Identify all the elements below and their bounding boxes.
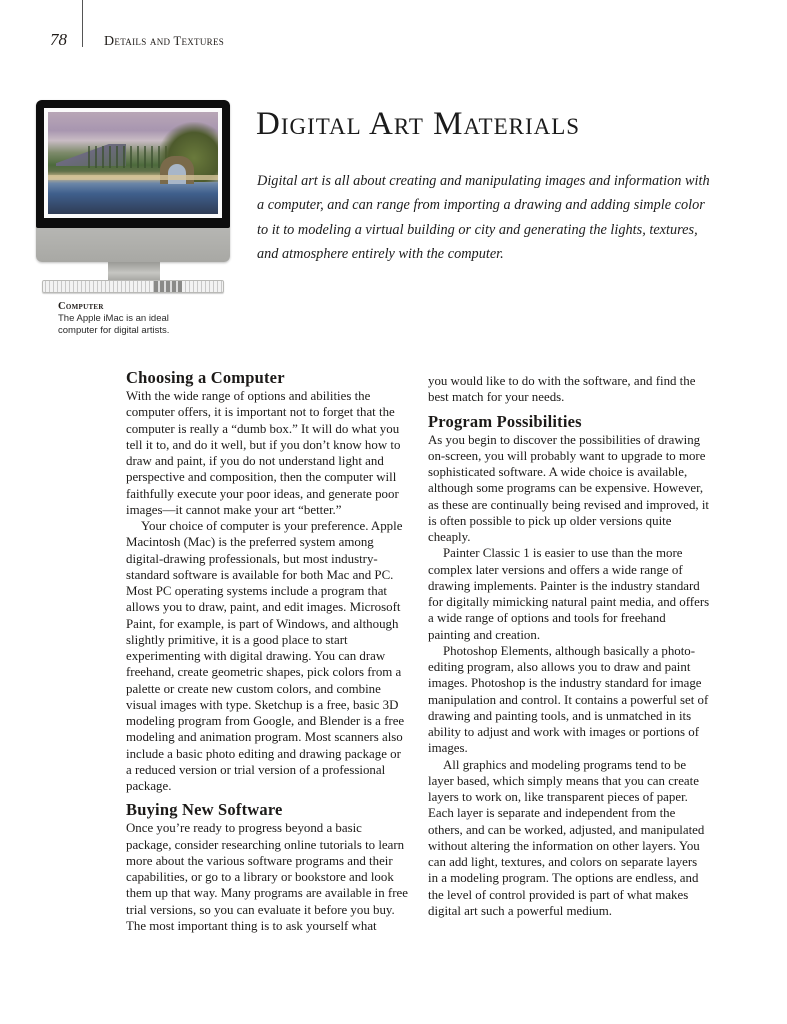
keyboard-keypad xyxy=(154,281,182,292)
body-paragraph: With the wide range of options and abilities the computer offers, it is important not to forget that the computer is really a “dumb box.” It will do what you tell it to, and do it well, but if you don’t know how to draw and paint, if you do not understand light and perspective and composition, then the computer will faithfully execute your poor ideas, and generate poor images—it cannot make your art “better.” xyxy=(126,389,401,517)
page-title: Digital Art Materials xyxy=(256,106,581,142)
fantasy-landscape-painting xyxy=(48,112,218,214)
monitor-stand xyxy=(108,262,160,280)
right-column xyxy=(428,373,710,919)
figure-caption-title: Computer xyxy=(58,301,104,312)
section-heading-program-possibilities: Program Possibilities xyxy=(428,411,582,431)
keyboard xyxy=(42,280,224,293)
page-number: 78 xyxy=(50,30,67,49)
running-head: Details and Textures xyxy=(104,34,225,49)
body-paragraph: Painter Classic 1 is easier to use than the more complex later versions and offers a wide range of drawing implements. Painter is the industry standard for digitally mimicking natural paint media, and offers a wide range of options and tools for freehand painting and creation. xyxy=(428,546,710,642)
section-heading-choosing-a-computer: Choosing a Computer xyxy=(126,368,285,387)
section-heading-buying-new-software: Buying New Software xyxy=(126,800,283,820)
intro-paragraph: Digital art is all about creating and manipulating images and information with a computer, and can range from importing a drawing and adding simple color to it to modeling a virtual building or city and generating the lights, textures, and atmosphere entirely with the computer. xyxy=(257,173,710,262)
painting-spires xyxy=(88,146,168,168)
painting-shore xyxy=(48,175,218,180)
monitor-screen xyxy=(44,108,222,218)
figure-caption-text: The Apple iMac is an ideal computer for digital artists. xyxy=(58,313,170,336)
body-paragraph: Once you’re ready to progress beyond a basic package, consider researching online tutorials to learn more about the various software programs and their capabilities, or go to a library or bookstore and look them up that way. Many programs are available in free trial versions, so you can evaluate it before you buy. The most important thing is to ask yourself what xyxy=(126,821,408,933)
body-paragraph-continued: you would like to do with the software, and find the best match for your needs. xyxy=(428,374,696,405)
monitor-bezel xyxy=(36,100,230,228)
body-paragraph: All graphics and modeling programs tend to be layer based, which simply means that you can create layers to work on, like transparent pieces of paper. Each layer is separate and independent from the others, and can be worked, adjusted, and manipulated without altering the information on other layers. You can add light, textures, and colors on separate layers in a modeling program. The options are endless, and the level of control provided is part of what makes digital art such a powerful medium. xyxy=(428,757,705,918)
body-paragraph: Photoshop Elements, although basically a photo-editing program, also allows you to draw and paint images. Photoshop is the industry standard for image manipulation and control. It contains a powerful set of drawing and painting tools, and is unmatched in its ability to adjust and work with images or portions of images. xyxy=(428,643,709,756)
body-paragraph: As you begin to discover the possibilities of drawing on-screen, you will probably want to upgrade to more sophisticated software. A wide choice is available, although some programs can be expensive. However, as these are continually being revised and improved, it is often possible to pick up older versions quite cheaply. xyxy=(428,432,710,544)
body-paragraph: Your choice of computer is your preference. Apple Macintosh (Mac) is the preferred system among digital-drawing professionals, but most industry-standard software is available for both Mac and PC. Most PC operating systems include a program that allows you to draw, paint, and edit images. Microsoft Paint, for example, is part of Windows, and although slightly primitive, it is a good place to start experimenting with digital drawing. You can draw freehand, create geometric shapes, pick colors from a palette or create new custom colors, and combine visual images with type. Sketchup is a free, basic 3D modeling program from Google, and Blender is a free modeling and animation program. Most scanners also include a basic photo editing and drawing package or a reduced version or trial version of a professional package. xyxy=(126,519,405,793)
header-divider-rule xyxy=(82,0,83,47)
left-column xyxy=(126,368,408,934)
imac-computer-image xyxy=(36,100,230,296)
